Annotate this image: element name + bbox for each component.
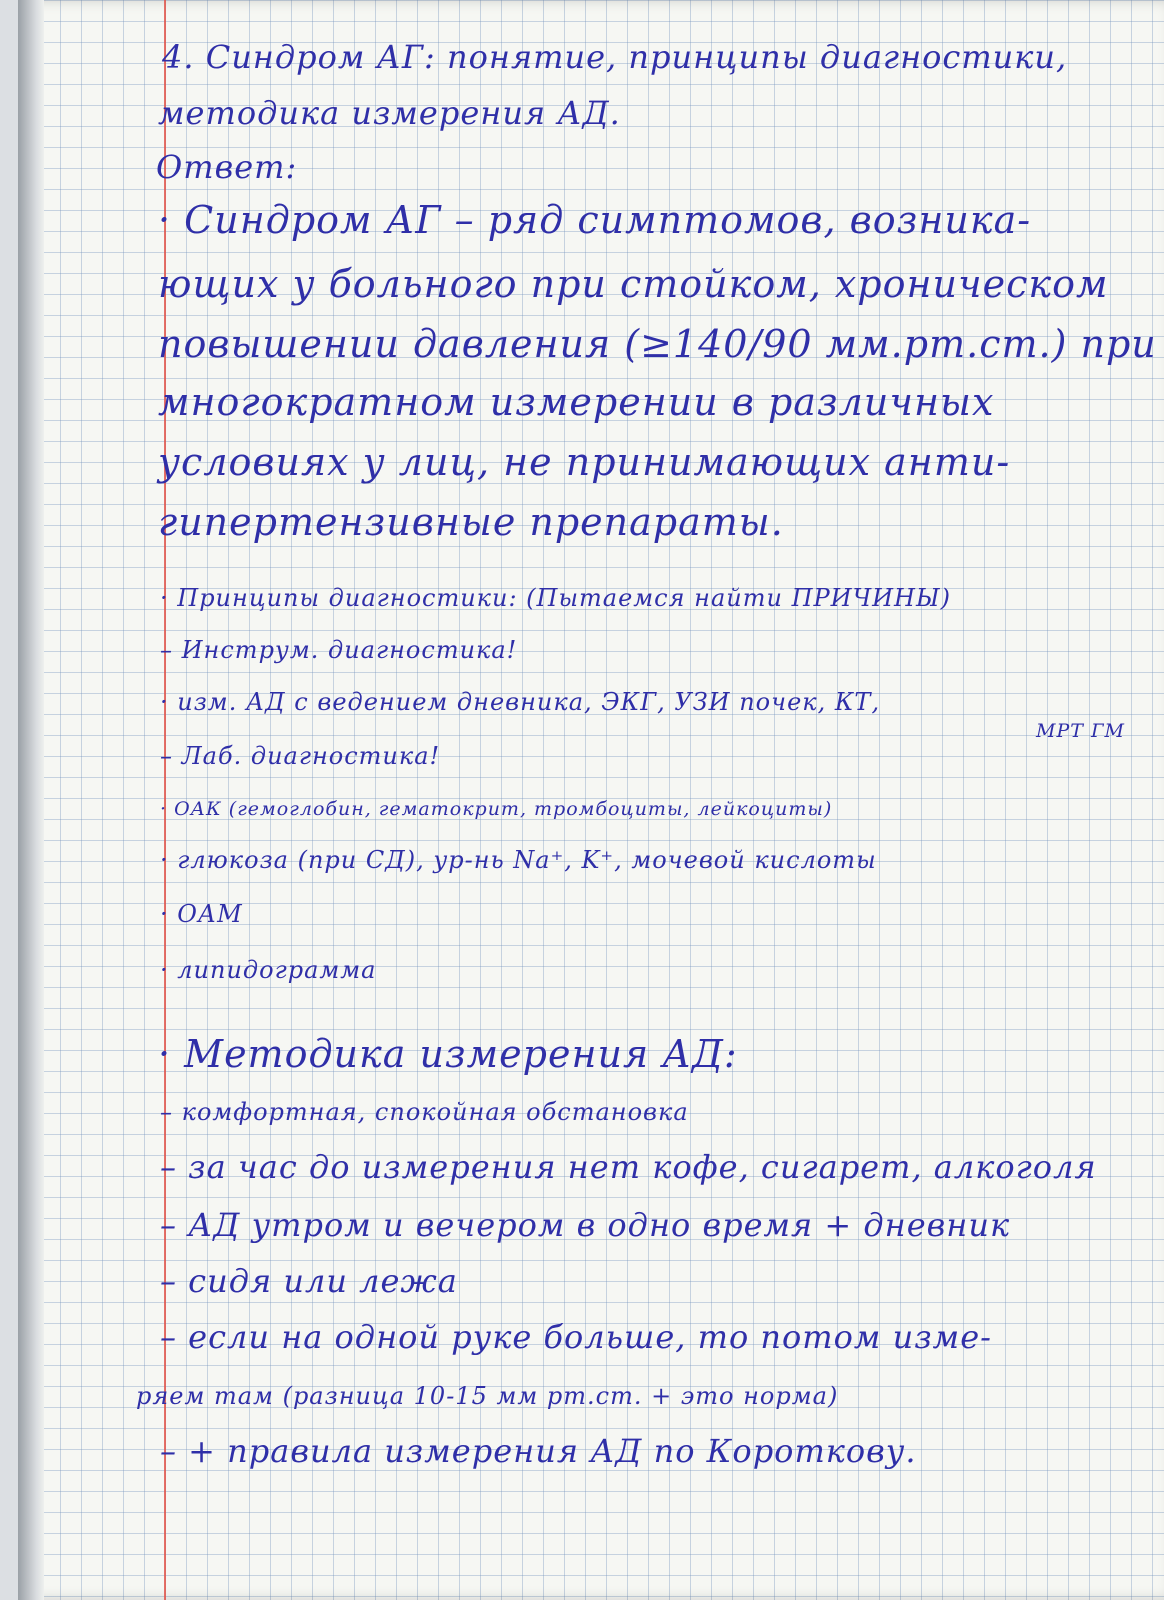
definition-line-6: гипертензивные препараты.	[158, 500, 784, 544]
definition-line-4: многократном измерении в различных	[158, 380, 995, 424]
diagnostics-heading: · Принципы диагностики: (Пытаемся найти ПРИЧИНЫ)	[160, 584, 951, 612]
lab-item-oam: · ОАМ	[160, 900, 243, 928]
definition-line-2: ющих у больного при стойком, хроническом	[158, 262, 1109, 306]
notebook-page	[18, 0, 1164, 1600]
question-title-line-2: методика измерения АД.	[158, 94, 621, 132]
method-item-2: – за час до измерения нет кофе, сигарет, алкоголя	[160, 1148, 1097, 1186]
lab-item-lipid: · липидограмма	[160, 956, 377, 984]
lab-item-glucose: · глюкоза (при СД), ур-нь Na⁺, K⁺, мочевой кислоты	[160, 846, 877, 874]
instrumental-item-cont: МРТ ГМ	[1036, 720, 1125, 742]
definition-line-1: · Синдром АГ – ряд симптомов, возника-	[158, 198, 1032, 242]
lab-heading: – Лаб. диагностика!	[160, 742, 441, 770]
instrumental-item: · изм. АД с ведением дневника, ЭКГ, УЗИ почек, КТ,	[160, 688, 881, 716]
definition-line-3: повышении давления (≥140/90 мм.рт.ст.) при	[158, 322, 1157, 366]
method-item-5-cont: ряем там (разница 10-15 мм рт.ст. + это норма)	[136, 1382, 839, 1410]
definition-line-5: условиях у лиц, не принимающих анти-	[158, 440, 1011, 484]
method-item-3: – АД утром и вечером в одно время + дневник	[160, 1206, 1011, 1244]
method-item-6: – + правила измерения АД по Короткову.	[160, 1432, 917, 1470]
method-item-1: – комфортная, спокойная обстановка	[160, 1098, 689, 1126]
question-title-line-1: 4. Синдром АГ: понятие, принципы диагностики,	[162, 38, 1068, 76]
method-heading: · Методика измерения АД:	[158, 1032, 738, 1076]
answer-heading: Ответ:	[156, 148, 298, 186]
method-item-4: – сидя или лежа	[160, 1262, 458, 1300]
instrumental-heading: – Инструм. диагностика!	[160, 636, 518, 664]
lab-item-oak: · ОАК (гемоглобин, гематокрит, тромбоциты, лейкоциты)	[160, 798, 833, 820]
method-item-5: – если на одной руке больше, то потом изме-	[160, 1318, 992, 1356]
notebook-binding	[18, 0, 44, 1600]
